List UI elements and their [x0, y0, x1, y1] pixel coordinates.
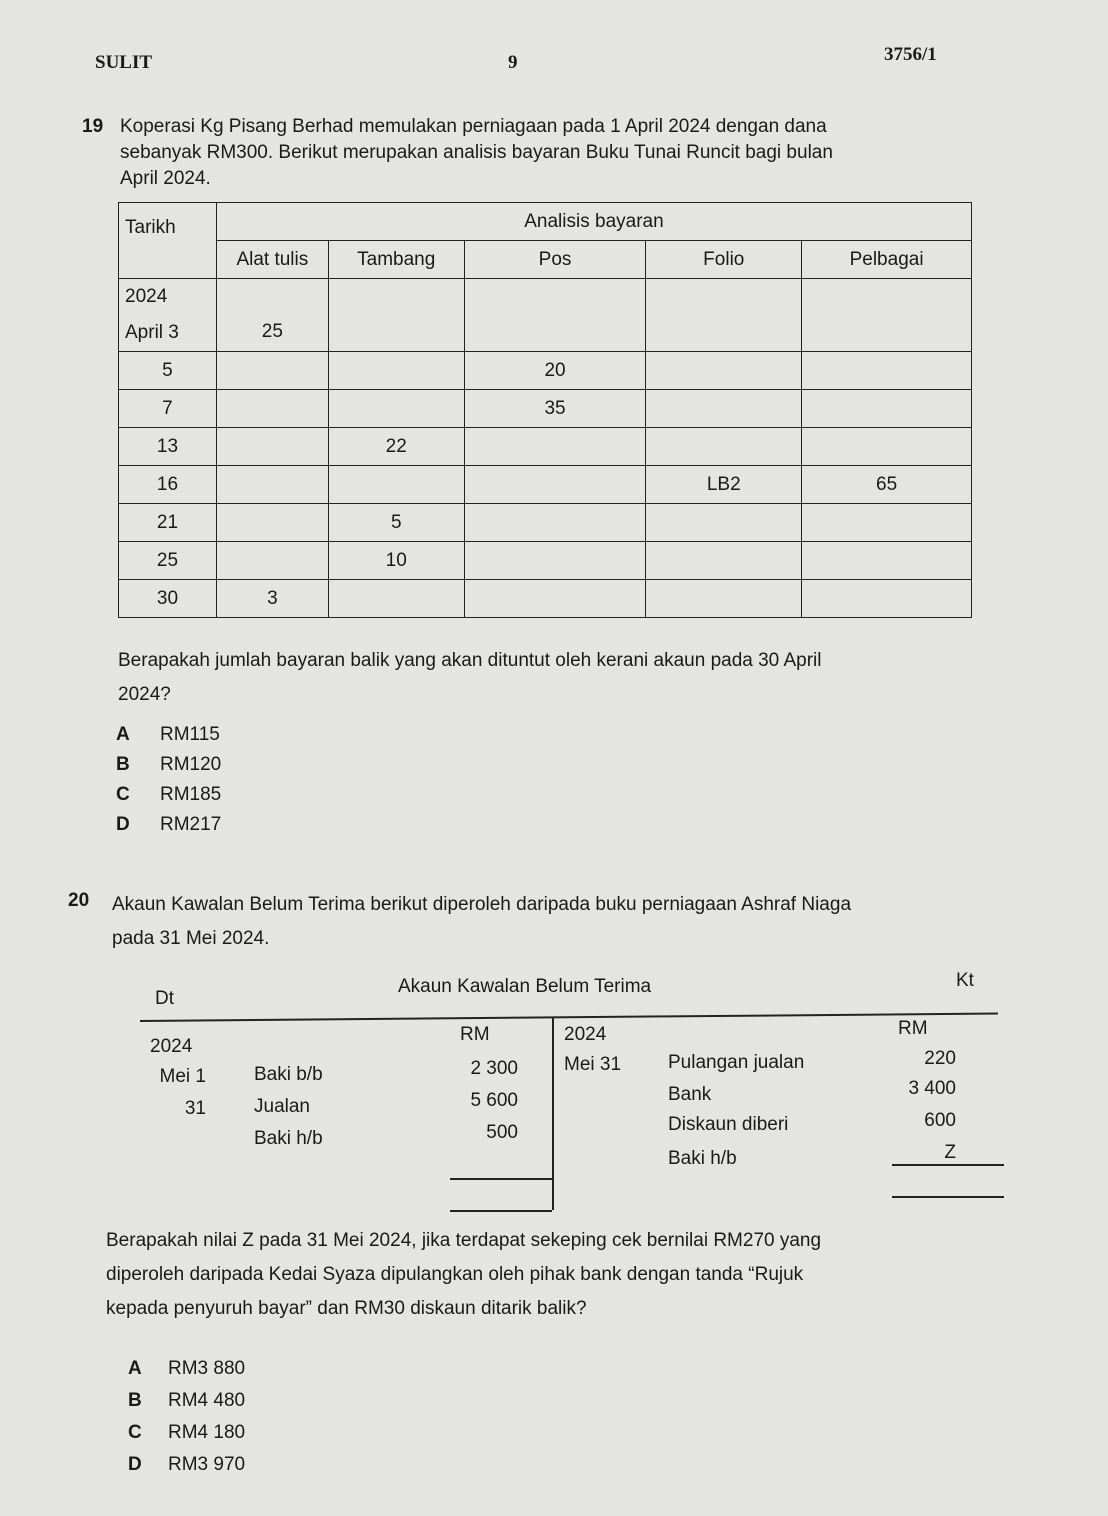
cell-folio — [646, 580, 802, 618]
cell-alat-tulis: 25 — [216, 279, 328, 352]
debit-year: 2024 — [150, 1036, 193, 1057]
dt-label: Dt — [155, 988, 174, 1009]
th-pos: Pos — [464, 241, 646, 279]
cell-pelbagai — [802, 580, 972, 618]
date-cell: 25 — [119, 542, 217, 580]
debit-rm: RM — [460, 1024, 490, 1045]
credit-desc: Baki h/b — [668, 1148, 737, 1169]
table-row — [119, 279, 972, 352]
th-folio: Folio — [646, 241, 802, 279]
credit-rm: RM — [898, 1018, 928, 1039]
date-cell: 21 — [119, 504, 217, 542]
cell-folio — [646, 390, 802, 428]
debit-desc: Baki b/b — [254, 1064, 323, 1085]
q19-option-d[interactable]: D RM217 — [116, 814, 222, 835]
cell-pos — [464, 542, 646, 580]
cell-tambang: 10 — [328, 542, 464, 580]
cell-alat-tulis — [216, 428, 328, 466]
q20-stem: Akaun Kawalan Belum Terima berikut diperoleh daripada buku perniagaan Ashraf Niaga pada 31 Mei 2024. — [112, 894, 852, 949]
q19-question: Berapakah jumlah bayaran balik yang akan dituntut oleh kerani akaun pada 30 April 2024? — [118, 650, 822, 705]
table-row — [119, 390, 972, 428]
date-cell: 2024 April 3 — [119, 279, 217, 352]
debit-amount: 2 300 — [470, 1058, 518, 1079]
cell-folio — [646, 542, 802, 580]
q19-number: 19 — [82, 116, 104, 137]
debit-double-line — [450, 1210, 552, 1212]
cell-folio — [646, 428, 802, 466]
cell-tambang: 5 — [328, 504, 464, 542]
credit-desc: Diskaun diberi — [668, 1114, 789, 1135]
credit-amount: 220 — [924, 1048, 956, 1069]
th-analisis-bayaran: Analisis bayaran — [216, 203, 971, 241]
debit-amount: 5 600 — [470, 1090, 518, 1111]
cell-pos — [464, 279, 646, 352]
cell-pos: 35 — [464, 390, 646, 428]
cell-pelbagai — [802, 428, 972, 466]
cell-alat-tulis: 3 — [216, 580, 328, 618]
q20-option-d[interactable]: D RM3 970 — [128, 1454, 246, 1475]
q20-question: Berapakah nilai Z pada 31 Mei 2024, jika terdapat sekeping cek bernilai RM270 yang diperoleh daripada Kedai Syaza dipulangkan oleh pihak bank dengan tanda “Rujuk kepada penyuruh bayar” dan RM30 diskaun ditarik balik? — [106, 1230, 822, 1319]
table-row — [119, 466, 972, 504]
q20-option-b[interactable]: B RM4 480 — [128, 1390, 246, 1411]
cell-alat-tulis — [216, 542, 328, 580]
cell-folio — [646, 352, 802, 390]
date-cell: 5 — [119, 352, 217, 390]
cell-tambang — [328, 352, 464, 390]
cell-pos — [464, 580, 646, 618]
cell-pelbagai — [802, 390, 972, 428]
date-cell: 30 — [119, 580, 217, 618]
cell-alat-tulis — [216, 390, 328, 428]
cell-folio — [646, 504, 802, 542]
account-divider — [552, 1018, 554, 1210]
cell-folio: LB2 — [646, 466, 802, 504]
cell-pos: 20 — [464, 352, 646, 390]
th-pelbagai: Pelbagai — [802, 241, 972, 279]
cell-pelbagai — [802, 279, 972, 352]
q19-option-c[interactable]: C RM185 — [116, 784, 222, 805]
credit-desc: Pulangan jualan — [668, 1052, 805, 1073]
q19-stem: Koperasi Kg Pisang Berhad memulakan perniagaan pada 1 April 2024 dengan dana sebanyak RM300. Berikut merupakan analisis bayaran Buku Tunai Runcit bagi bulan April 2024. — [120, 116, 833, 189]
debit-desc: Jualan — [254, 1096, 310, 1117]
th-alat-tulis: Alat tulis — [216, 241, 328, 279]
credit-desc: Bank — [668, 1084, 712, 1105]
cell-tambang — [328, 580, 464, 618]
th-tarikh: Tarikh — [119, 203, 217, 279]
th-tambang: Tambang — [328, 241, 464, 279]
date-cell: 7 — [119, 390, 217, 428]
credit-amount: 3 400 — [908, 1078, 956, 1099]
table-row — [119, 428, 972, 466]
table-row — [119, 352, 972, 390]
credit-year: 2024 — [564, 1024, 607, 1045]
cell-pelbagai: 65 — [802, 466, 972, 504]
q19-option-a[interactable]: A RM115 — [116, 724, 220, 745]
table-row — [119, 580, 972, 618]
account-top-line — [140, 1013, 998, 1022]
paper-code: 3756/1 — [884, 44, 937, 65]
cell-tambang — [328, 279, 464, 352]
credit-double-line — [892, 1196, 1004, 1198]
credit-amount: 600 — [924, 1110, 956, 1131]
date-cell: 16 — [119, 466, 217, 504]
cell-tambang — [328, 466, 464, 504]
debit-total-line — [450, 1178, 552, 1180]
credit-amount-z: Z — [944, 1142, 956, 1163]
q20-option-a[interactable]: A RM3 880 — [128, 1358, 246, 1379]
debit-date: 31 — [184, 1098, 206, 1119]
cell-pelbagai — [802, 504, 972, 542]
cell-alat-tulis — [216, 466, 328, 504]
cell-tambang — [328, 390, 464, 428]
debit-amount: 500 — [486, 1122, 518, 1143]
cell-pos — [464, 504, 646, 542]
cell-tambang: 22 — [328, 428, 464, 466]
date-cell: 13 — [119, 428, 217, 466]
cell-pelbagai — [802, 352, 972, 390]
table-row — [119, 504, 972, 542]
cell-pos — [464, 428, 646, 466]
table-row — [119, 542, 972, 580]
cell-alat-tulis — [216, 504, 328, 542]
credit-date: Mei 31 — [564, 1054, 622, 1075]
debit-desc: Baki h/b — [254, 1128, 323, 1149]
cell-alat-tulis — [216, 352, 328, 390]
debit-date: Mei 1 — [159, 1066, 206, 1087]
q20-option-c[interactable]: C RM4 180 — [128, 1422, 246, 1443]
q20-number: 20 — [68, 890, 90, 911]
header-sulit: SULIT — [95, 52, 153, 73]
cell-folio — [646, 279, 802, 352]
cell-pelbagai — [802, 542, 972, 580]
credit-total-line — [892, 1164, 1004, 1166]
kt-label: Kt — [956, 970, 974, 991]
q19-option-b[interactable]: B RM120 — [116, 754, 222, 775]
account-title: Akaun Kawalan Belum Terima — [398, 976, 652, 997]
page-number: 9 — [508, 52, 518, 73]
cell-pos — [464, 466, 646, 504]
petty-cash-analysis-table — [118, 202, 972, 618]
